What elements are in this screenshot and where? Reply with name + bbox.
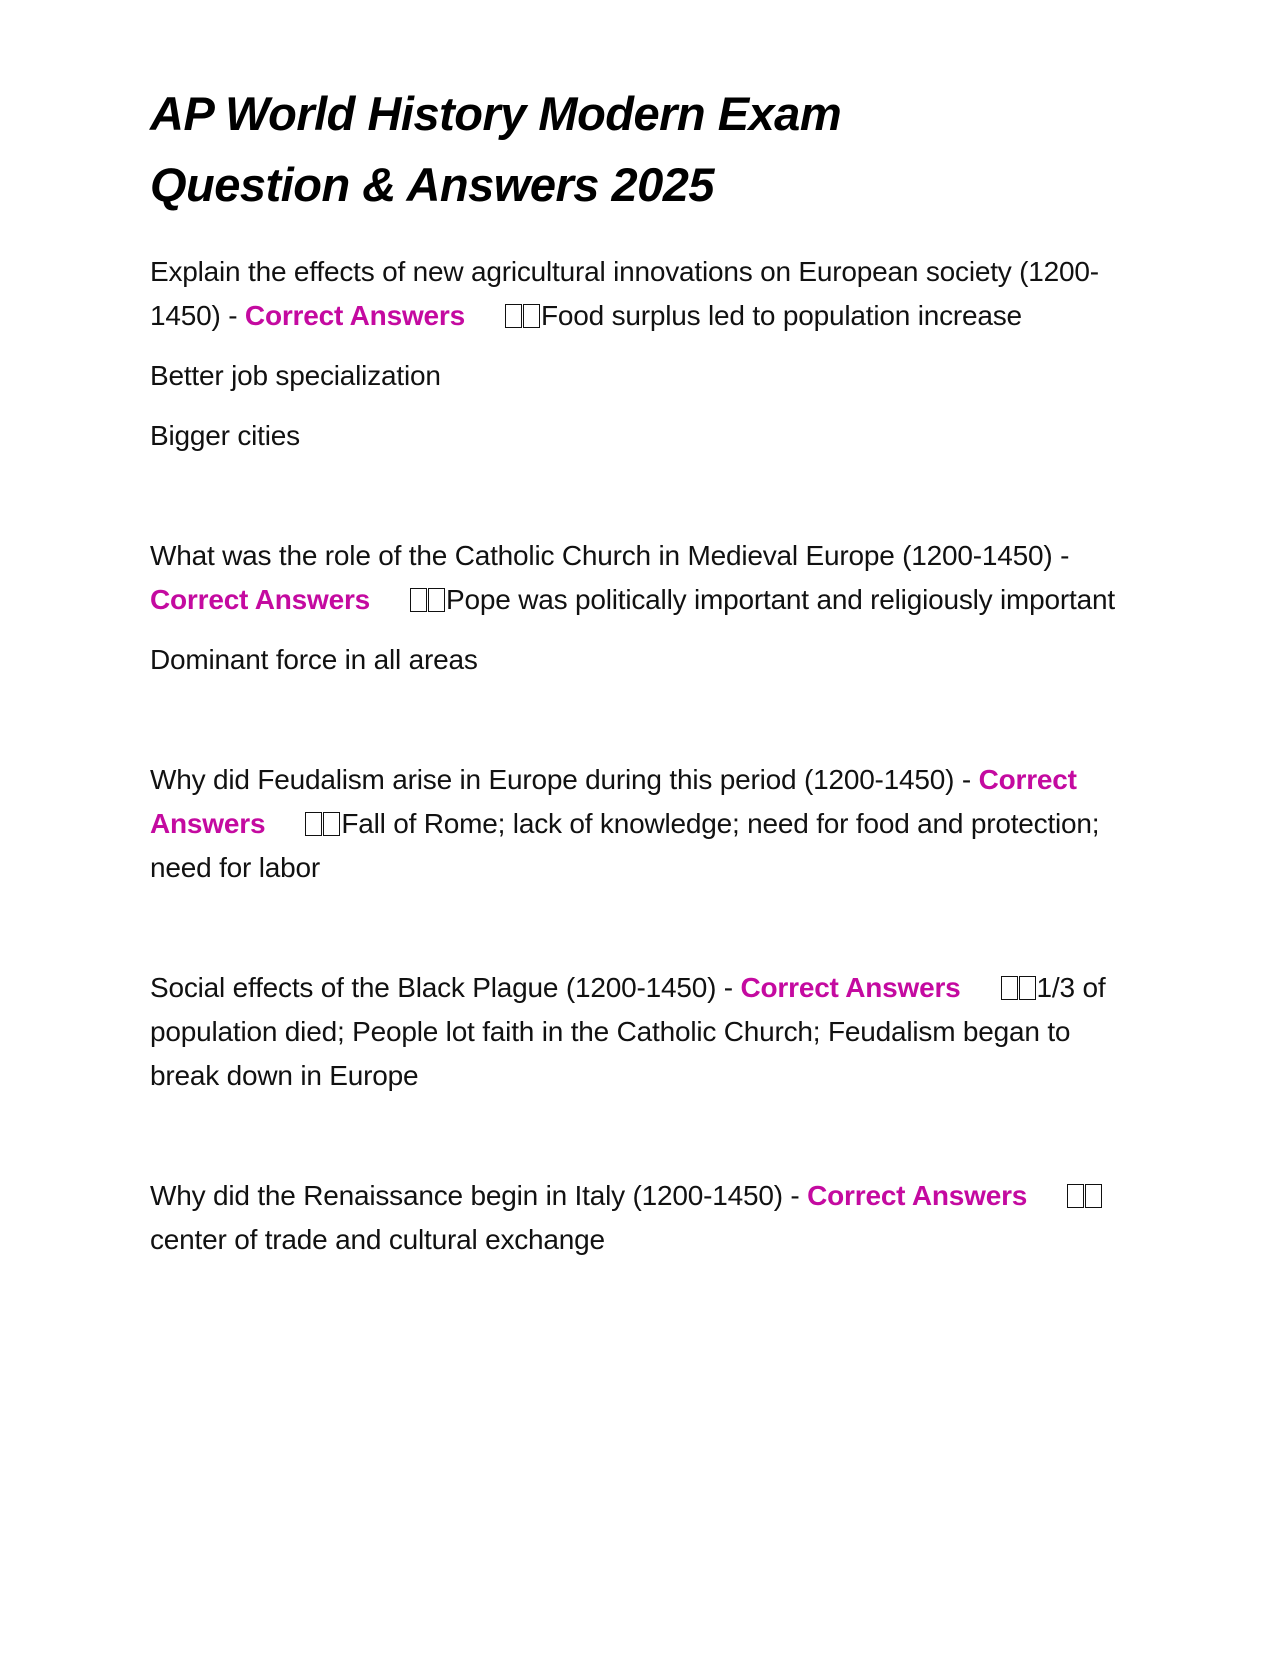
qa-list [150, 250, 1130, 1262]
missing-glyph-box-icon [505, 304, 522, 328]
question-text: Explain the effects of new agricultural innovations on European society (1200-1450) - [150, 256, 1099, 331]
missing-glyph-box-icon [323, 812, 340, 836]
answer-extra-line: Bigger cities [150, 420, 300, 451]
qa-question-paragraph [150, 758, 1130, 890]
qa-question-paragraph [150, 1174, 1130, 1262]
question-text: Why did Feudalism arise in Europe during this period (1200-1450) - [150, 764, 972, 795]
missing-glyph-box-icon [410, 588, 427, 612]
answer-extra-line: Better job specialization [150, 360, 441, 391]
correct-answers-label: Correct Answers [150, 764, 1077, 839]
missing-glyph-box-icon [1019, 976, 1036, 1000]
missing-glyph-box-icon [523, 304, 540, 328]
qa-item [150, 534, 1130, 682]
question-text: What was the role of the Catholic Church in Medieval Europe (1200-1450) - [150, 540, 1070, 571]
qa-item [150, 1174, 1130, 1262]
qa-question-paragraph [150, 534, 1130, 622]
qa-item [150, 758, 1130, 890]
document-page [150, 78, 1130, 1338]
missing-glyph-box-icon [1067, 1184, 1084, 1208]
correct-answers-label: Correct Answers [244, 300, 465, 331]
answer-text: 1/3 of population died; People lot faith in the Catholic Church; Feudalism began to break down in Europe [150, 972, 1106, 1091]
qa-question-paragraph [150, 250, 1130, 338]
answer-text: Fall of Rome; lack of knowledge; need for food and protection; need for labor [150, 808, 1100, 883]
missing-glyph-box-icon [305, 812, 322, 836]
title-line-1: AP World History Modern Exam [150, 87, 842, 140]
correct-answers-label: Correct Answers [807, 1180, 1028, 1211]
question-text: Why did the Renaissance begin in Italy (1200-1450) - [150, 1180, 800, 1211]
correct-answers-label: Correct Answers [740, 972, 961, 1003]
answer-text: Pope was politically important and religiously important [446, 584, 1115, 615]
page-title [150, 78, 1130, 220]
question-text: Social effects of the Black Plague (1200-1450) - [150, 972, 733, 1003]
qa-question-paragraph [150, 966, 1130, 1098]
missing-glyph-box-icon [1001, 976, 1018, 1000]
title-line-2: Question & Answers 2025 [150, 158, 715, 211]
answer-text: center of trade and cultural exchange [150, 1224, 605, 1255]
qa-item [150, 966, 1130, 1098]
answer-text: Food surplus led to population increase [540, 300, 1022, 331]
answer-extra-line: Dominant force in all areas [150, 644, 478, 675]
missing-glyph-box-icon [1085, 1184, 1102, 1208]
qa-item [150, 250, 1130, 458]
correct-answers-label: Correct Answers [150, 584, 371, 615]
missing-glyph-box-icon [428, 588, 445, 612]
